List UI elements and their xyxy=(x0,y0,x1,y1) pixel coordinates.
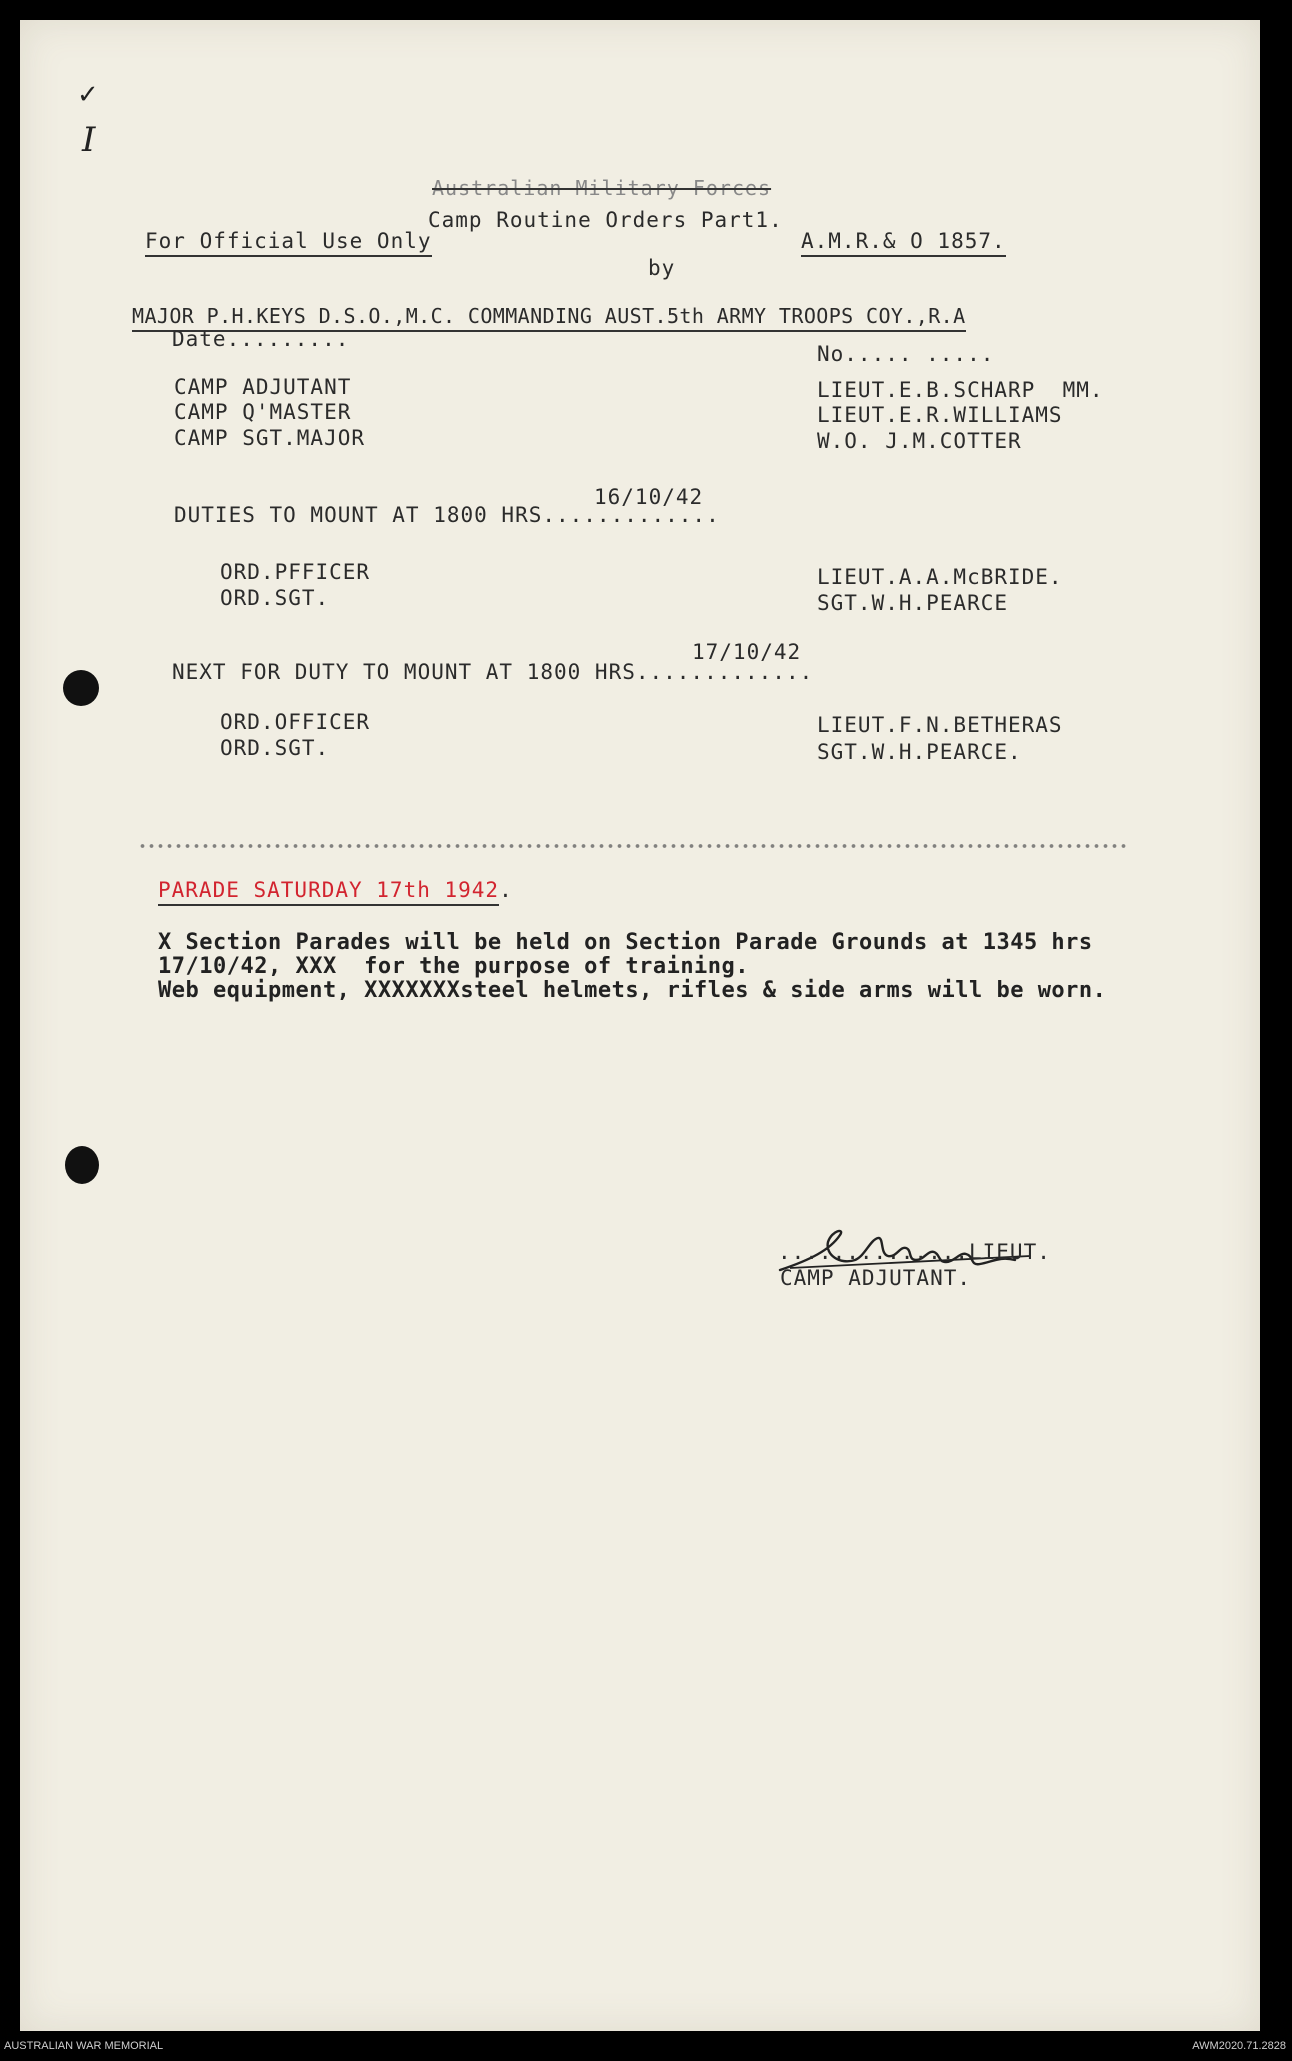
corner-mark-i: I xyxy=(82,120,96,160)
parade-heading-suffix: . xyxy=(499,878,513,902)
signature-title: CAMP ADJUTANT. xyxy=(780,1266,972,1290)
duty-name: SGT.W.H.PEARCE. xyxy=(817,740,1022,764)
official-use-label: For Official Use Only xyxy=(145,229,432,257)
duty-name: LIEUT.A.A.McBRIDE. xyxy=(817,565,1063,589)
footer-institution: AUSTRALIAN WAR MEMORIAL xyxy=(4,2040,164,2052)
parade-heading-wrap xyxy=(158,878,513,902)
parade-line-2: 17/10/42, XXX for the purpose of training. xyxy=(158,954,750,979)
routine-title: Camp Routine Orders Part1. xyxy=(428,208,783,232)
struck-title: Australian Military Forces xyxy=(432,176,772,200)
parade-heading: PARADE SATURDAY 17th 1942 xyxy=(158,878,499,906)
punch-hole xyxy=(63,670,99,706)
duty-role: ORD.SGT. xyxy=(220,586,330,610)
staff-name: LIEUT.E.R.WILLIAMS xyxy=(817,403,1063,427)
signature-rank: ..............LIEUT. xyxy=(778,1240,1051,1264)
reference-number: A.M.R.& O 1857. xyxy=(801,229,1006,257)
staff-name: LIEUT.E.B.SCHARP MM. xyxy=(817,378,1104,402)
parade-line-1: X Section Parades will be held on Section Parade Grounds at 1345 hrs xyxy=(158,930,1093,955)
staff-name: W.O. J.M.COTTER xyxy=(817,429,1022,453)
duty-role: ORD.PFFICER xyxy=(220,560,371,584)
parade-line-3: Web equipment, XXXXXXXsteel helmets, rifles & side arms will be worn. xyxy=(158,978,1107,1003)
staff-role: CAMP SGT.MAJOR xyxy=(174,426,366,450)
duty-name: LIEUT.F.N.BETHERAS xyxy=(817,713,1063,737)
footer-accession: AWM2020.71.2828 xyxy=(1192,2040,1286,2052)
staff-role: CAMP ADJUTANT xyxy=(174,375,352,399)
dotted-divider xyxy=(138,842,1128,854)
by-label: by xyxy=(648,256,676,280)
staff-role: CAMP Q'MASTER xyxy=(174,400,352,424)
duty-role: ORD.SGT. xyxy=(220,736,330,760)
punch-hole xyxy=(65,1146,99,1184)
next-duty-date: 17/10/42 xyxy=(692,640,802,664)
corner-mark-top: ✓ xyxy=(77,80,99,110)
duty-role: ORD.OFFICER xyxy=(220,710,371,734)
next-duty-heading: NEXT FOR DUTY TO MOUNT AT 1800 HRS............. xyxy=(172,660,814,684)
duty-name: SGT.W.H.PEARCE xyxy=(817,591,1009,615)
duties-date: 16/10/42 xyxy=(594,485,704,509)
commanding-officer-line: MAJOR P.H.KEYS D.S.O.,M.C. COMMANDING AUST.5th ARMY TROOPS COY.,R.A xyxy=(132,304,966,332)
order-number-field: No..... ..... xyxy=(817,342,995,366)
document-page xyxy=(20,20,1260,2031)
date-field: Date......... xyxy=(172,327,350,351)
duties-heading: DUTIES TO MOUNT AT 1800 HRS............. xyxy=(174,503,720,527)
